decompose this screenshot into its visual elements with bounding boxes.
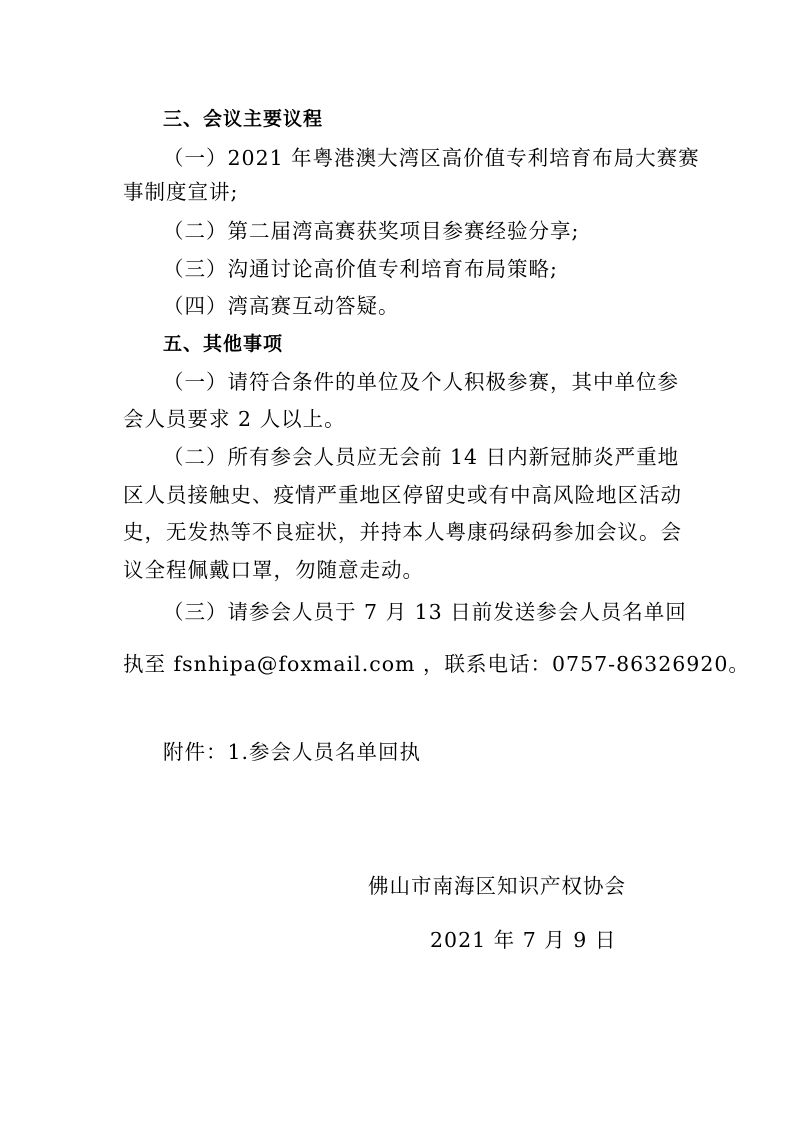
agenda-item-2: （二）第二届湾高赛获奖项目参赛经验分享; [163,219,580,243]
signature-organization: 佛山市南海区知识产权协会 [368,874,626,898]
section-heading-other-matters: 五、其他事项 [163,333,284,355]
other-item-3-line-2: 执至 fsnhipa@foxmail.com ，联系电话：0757-86326920。 [123,652,750,676]
other-item-2-line-3: 史，无发热等不良症状，并持本人粤康码绿码参加会议。会 [123,520,682,544]
agenda-item-1-line-1: （一）2021 年粤港澳大湾区高价值专利培育布局大赛赛 [163,146,700,170]
signature-date: 2021 年 7 月 9 日 [430,928,617,952]
other-item-2-line-1: （二）所有参会人员应无会前 14 日内新冠肺炎严重地 [163,445,680,469]
section-heading-agenda: 三、会议主要议程 [163,108,324,130]
other-item-1-line-2: 会人员要求 2 人以上。 [123,407,346,431]
other-item-2-line-2: 区人员接触史、疫情严重地区停留史或有中高风险地区活动 [123,483,682,507]
attachment-note: 附件：1.参会人员名单回执 [163,740,422,764]
other-item-2-line-4: 议全程佩戴口罩，勿随意走动。 [123,558,424,582]
agenda-item-3: （三）沟通讨论高价值专利培育布局策略; [163,257,558,281]
agenda-item-4: （四）湾高赛互动答疑。 [163,294,400,318]
agenda-item-1-line-2: 事制度宣讲; [123,180,239,204]
other-item-1-line-1: （一）请符合条件的单位及个人积极参赛，其中单位参 [163,370,679,394]
other-item-3-line-1: （三）请参会人员于 7 月 13 日前发送参会人员名单回 [163,600,687,624]
